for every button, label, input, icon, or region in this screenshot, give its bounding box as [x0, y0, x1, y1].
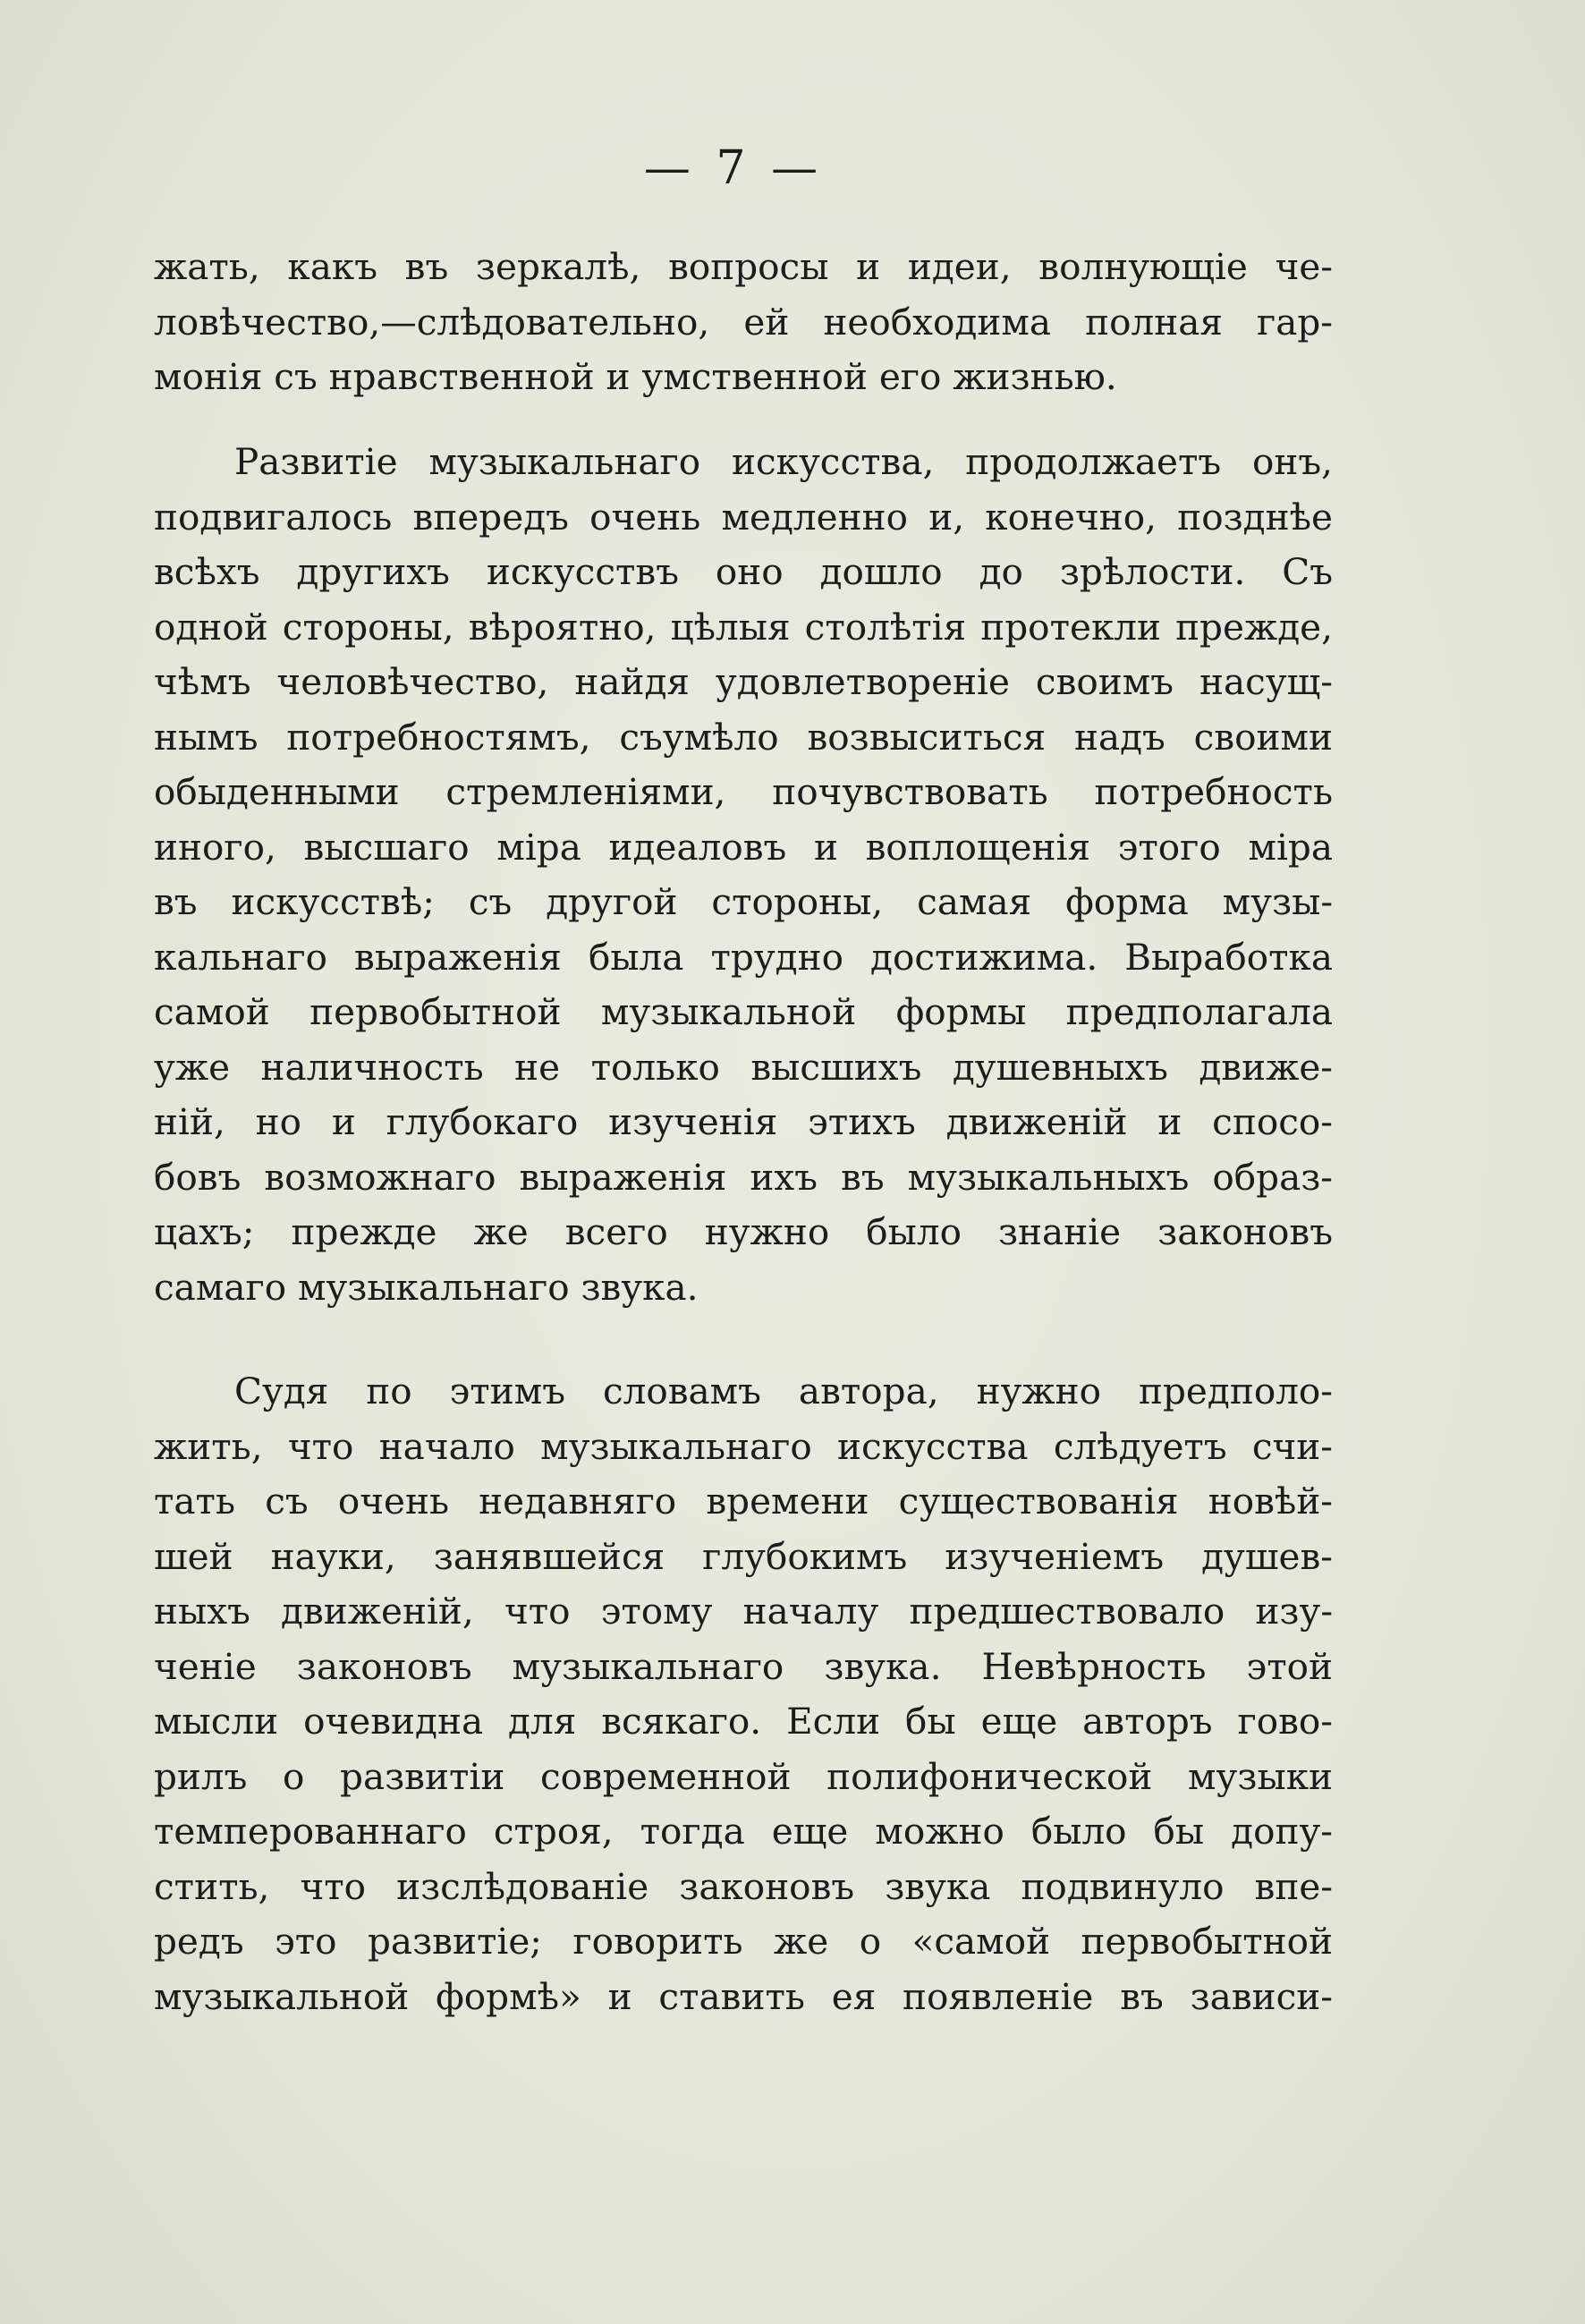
text-line: подвигалось впередъ очень медленно и, конечно, позднѣе	[154, 495, 1333, 539]
text-line: бовъ возможнаго выраженія ихъ въ музыкальныхъ образ-	[154, 1155, 1333, 1199]
text-line: обыденными стремленіями, почувствовать потребность	[154, 770, 1333, 813]
text-line: нымъ потребностямъ, съумѣло возвыситься надъ своими	[154, 715, 1333, 759]
text-line: музыкальной формѣ» и ставить ея появленіе въ зависи-	[154, 1974, 1333, 2018]
text-line: въ искусствѣ; съ другой стороны, самая форма музы-	[154, 880, 1333, 923]
text-line: ній, но и глубокаго изученія этихъ движеній и спосо-	[154, 1100, 1333, 1143]
text-line: иного, высшаго міра идеаловъ и воплощенія этого міра	[154, 825, 1333, 869]
text-line: шей науки, занявшейся глубокимъ изученіемъ душев-	[154, 1534, 1333, 1578]
text-line: рилъ о развитіи современной полифонической музыки	[154, 1754, 1333, 1798]
text-line: всѣхъ другихъ искусствъ оно дошло до зрѣлости. Съ	[154, 550, 1333, 593]
text-line: ловѣчество,—слѣдовательно, ей необходима полная гар-	[154, 300, 1333, 344]
text-line: темперованнаго строя, тогда еще можно было бы допу-	[154, 1810, 1333, 1853]
text-line: Судя по этимъ словамъ автора, нужно предполо-	[234, 1370, 1333, 1412]
text-line: одной стороны, вѣроятно, цѣлыя столѣтія протекли прежде,	[154, 605, 1333, 649]
text-line: уже наличность не только высшихъ душевныхъ движе-	[154, 1045, 1333, 1089]
page-number: — 7 —	[643, 141, 824, 195]
paragraph-3	[154, 1364, 1333, 2024]
text-line: мысли очевидна для всякаго. Если бы еще авторъ гово-	[154, 1700, 1333, 1743]
text-line: кальнаго выраженія была трудно достижима. Выработка	[154, 935, 1333, 979]
text-line: жить, что начало музыкальнаго искусства слѣдуетъ счи-	[154, 1424, 1333, 1468]
text-line: редъ это развитіе; говорить же о «самой первобытной	[154, 1920, 1333, 1963]
text-line: самой первобытной музыкальной формы предполагала	[154, 990, 1333, 1033]
text-line: тать съ очень недавняго времени существованія новѣй-	[154, 1480, 1333, 1522]
paragraph-1	[154, 240, 1333, 405]
text-line: монія съ нравственной и умственной его жизнью.	[154, 355, 1117, 398]
text-line: самаго музыкальнаго звука.	[154, 1265, 699, 1309]
text-line: ченіе законовъ музыкальнаго звука. Невѣрность этой	[154, 1644, 1333, 1688]
text-line: Развитіе музыкальнаго искусства, продолжаетъ онъ,	[234, 440, 1333, 483]
text-line: чѣмъ человѣчество, найдя удовлетвореніе своимъ насущ-	[154, 660, 1333, 703]
text-line: стить, что изслѣдованіе законовъ звука подвинуло впе-	[154, 1864, 1333, 1908]
text-line: цахъ; прежде же всего нужно было знаніе законовъ	[154, 1210, 1333, 1253]
text-line: жать, какъ въ зеркалѣ, вопросы и идеи, волнующіе че-	[154, 245, 1333, 288]
paragraph-2	[154, 435, 1333, 1315]
text-line: ныхъ движеній, что этому началу предшествовало изу-	[154, 1590, 1333, 1633]
